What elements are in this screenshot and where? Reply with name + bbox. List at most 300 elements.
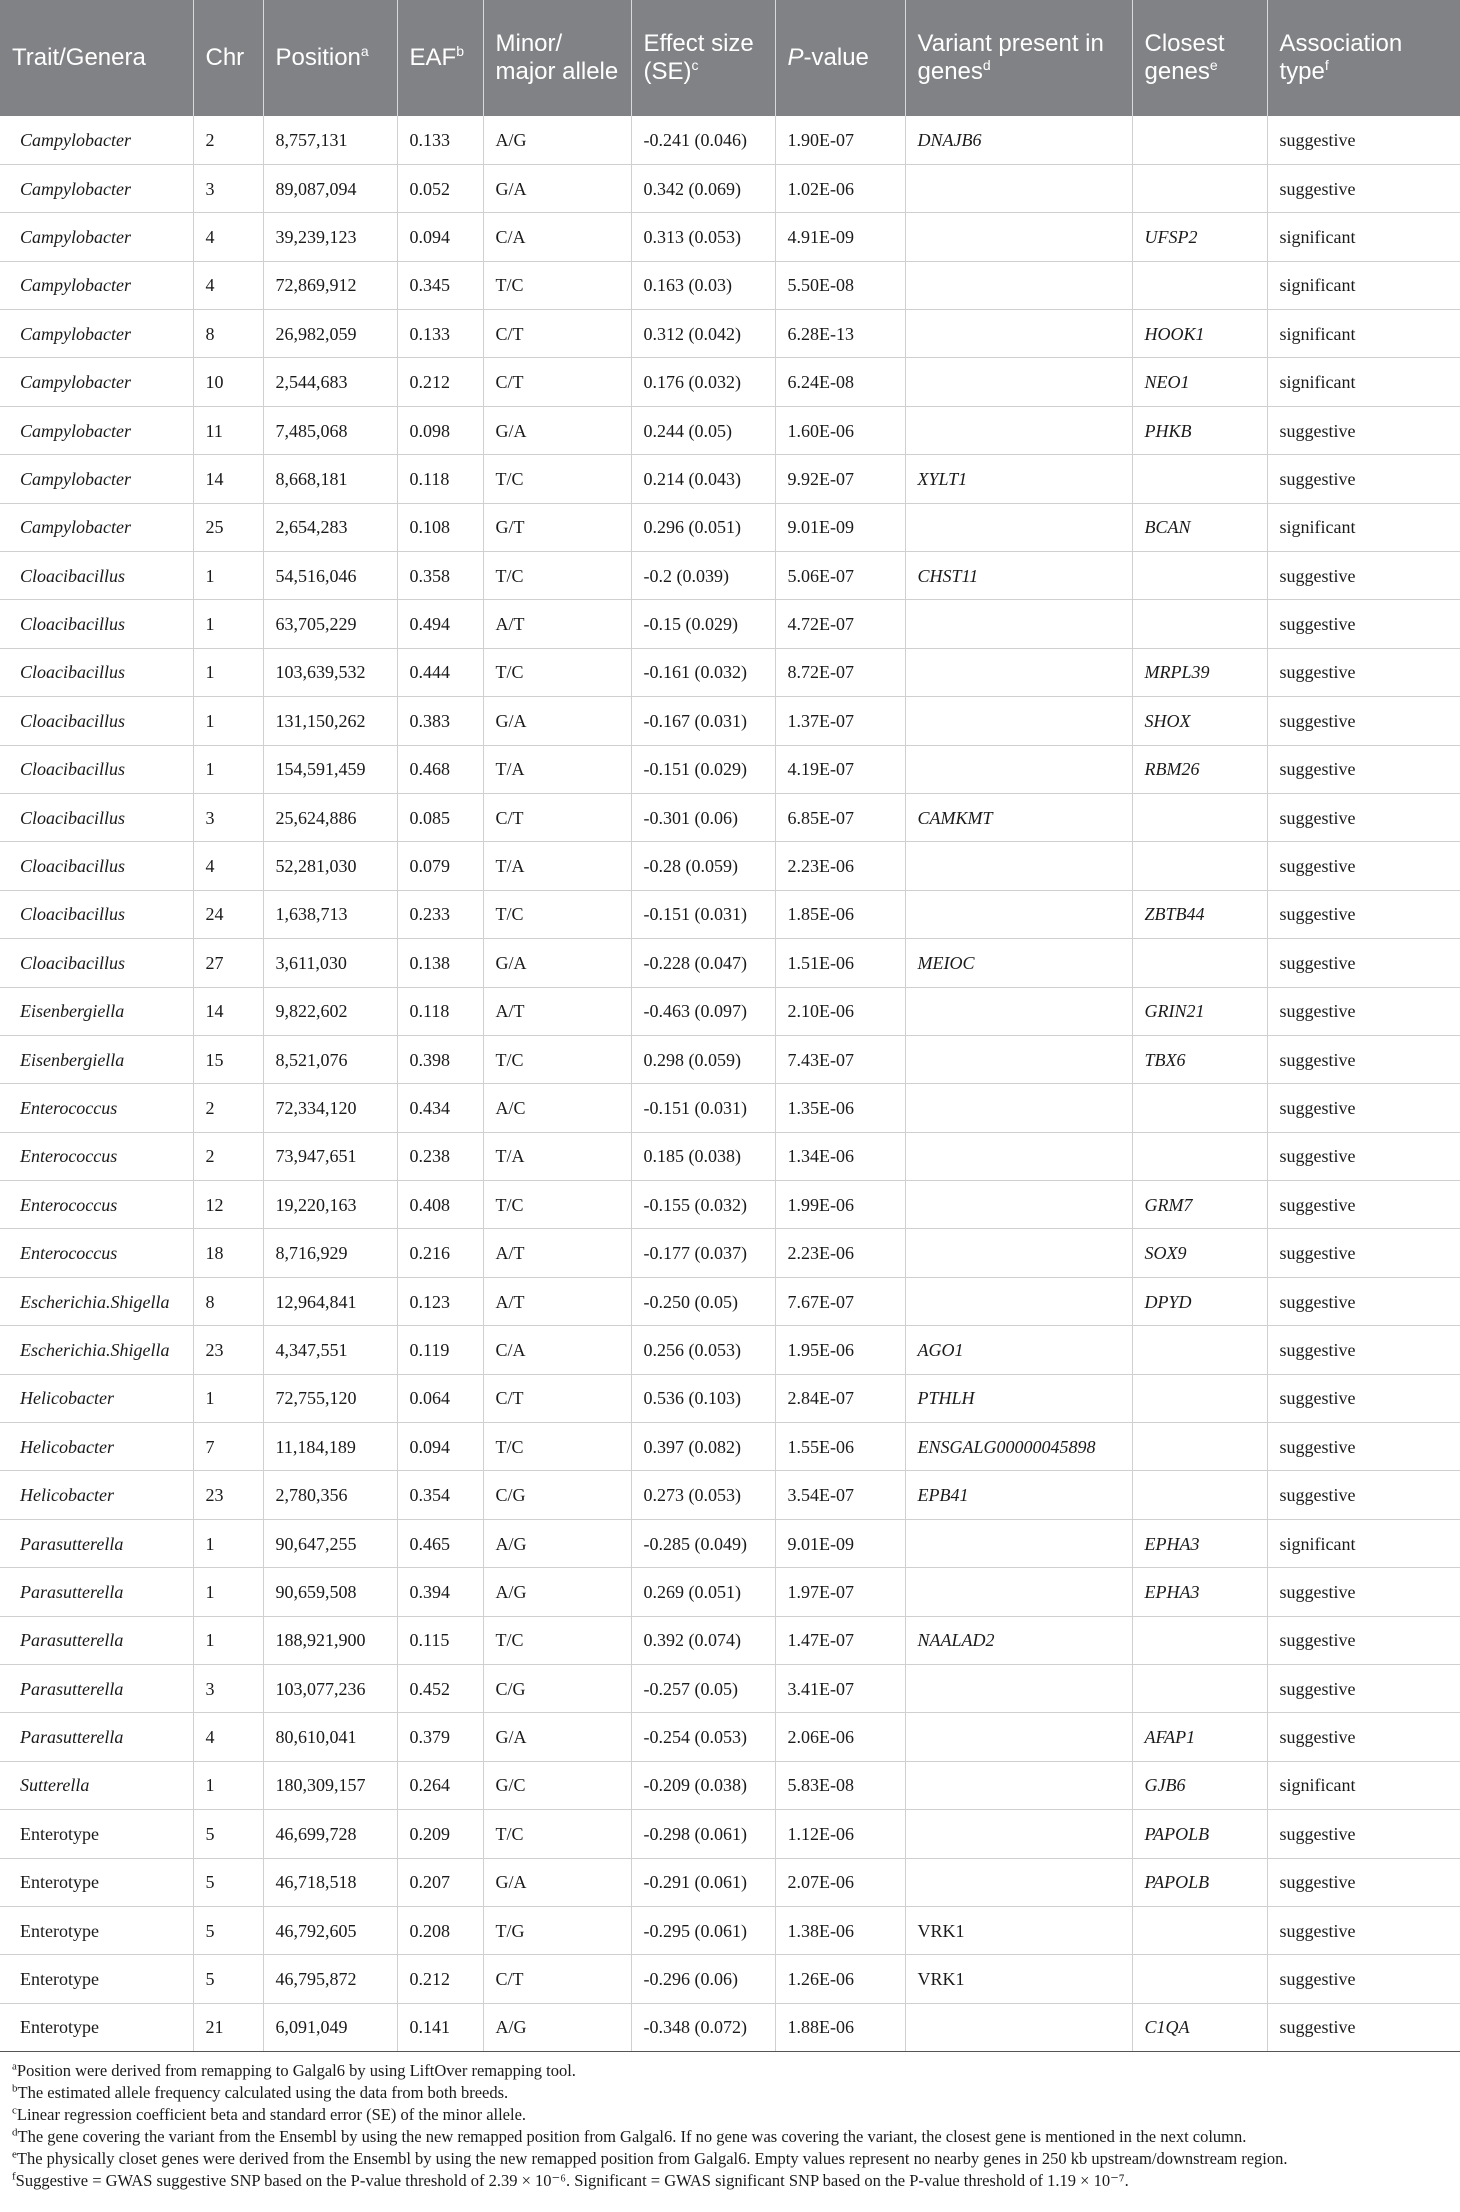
cell-closest <box>1132 600 1267 648</box>
table-row <box>0 890 1460 938</box>
cell-pvalue: 1.60E-06 <box>775 406 905 454</box>
cell-eaf: 0.118 <box>397 987 483 1035</box>
cell-allele: A/T <box>483 1229 631 1277</box>
cell-eaf: 0.115 <box>397 1616 483 1664</box>
cell-chr: 1 <box>193 1519 263 1567</box>
cell-chr: 5 <box>193 1810 263 1858</box>
cell-closest: GRIN21 <box>1132 987 1267 1035</box>
table-row <box>0 406 1460 454</box>
cell-assoc: suggestive <box>1267 455 1460 503</box>
cell-eaf: 0.468 <box>397 745 483 793</box>
cell-chr: 4 <box>193 213 263 261</box>
cell-eaf: 0.118 <box>397 455 483 503</box>
cell-pvalue: 1.95E-06 <box>775 1326 905 1374</box>
cell-position: 188,921,900 <box>263 1616 397 1664</box>
cell-closest: SHOX <box>1132 697 1267 745</box>
cell-variant: DNAJB6 <box>905 116 1132 164</box>
header-pvalue: P-value <box>775 0 905 116</box>
table-row <box>0 1084 1460 1132</box>
table-row <box>0 1326 1460 1374</box>
cell-pvalue: 1.90E-07 <box>775 116 905 164</box>
table-row <box>0 1761 1460 1809</box>
cell-variant <box>905 406 1132 454</box>
cell-closest <box>1132 261 1267 309</box>
cell-trait: Enterotype <box>0 1906 193 1954</box>
cell-eaf: 0.444 <box>397 648 483 696</box>
cell-variant <box>905 1035 1132 1083</box>
cell-allele: T/C <box>483 648 631 696</box>
header-row <box>0 0 1460 116</box>
footnote-mark: f <box>12 2170 16 2183</box>
cell-assoc: suggestive <box>1267 116 1460 164</box>
cell-trait: Campylobacter <box>0 213 193 261</box>
cell-allele: G/A <box>483 697 631 745</box>
cell-eaf: 0.108 <box>397 503 483 551</box>
table-row <box>0 455 1460 503</box>
cell-assoc: suggestive <box>1267 939 1460 987</box>
cell-variant <box>905 213 1132 261</box>
cell-closest <box>1132 1423 1267 1471</box>
cell-position: 2,544,683 <box>263 358 397 406</box>
cell-variant: CAMKMT <box>905 793 1132 841</box>
footnote-mark: d <box>12 2126 18 2139</box>
footnote-c <box>12 2104 1460 2126</box>
cell-assoc: suggestive <box>1267 1665 1460 1713</box>
cell-assoc: suggestive <box>1267 1471 1460 1519</box>
cell-trait: Campylobacter <box>0 406 193 454</box>
cell-assoc: suggestive <box>1267 406 1460 454</box>
cell-closest: AFAP1 <box>1132 1713 1267 1761</box>
cell-closest: C1QA <box>1132 2003 1267 2051</box>
cell-trait: Cloacibacillus <box>0 939 193 987</box>
cell-chr: 1 <box>193 1761 263 1809</box>
cell-assoc: suggestive <box>1267 793 1460 841</box>
cell-variant <box>905 1858 1132 1906</box>
table-row <box>0 1229 1460 1277</box>
cell-chr: 8 <box>193 310 263 358</box>
cell-allele: A/C <box>483 1084 631 1132</box>
cell-position: 46,792,605 <box>263 1906 397 1954</box>
cell-position: 72,869,912 <box>263 261 397 309</box>
cell-allele: A/T <box>483 600 631 648</box>
cell-pvalue: 2.06E-06 <box>775 1713 905 1761</box>
cell-variant: VRK1 <box>905 1955 1132 2003</box>
footnote-mark: c <box>12 2104 17 2117</box>
cell-effect: 0.176 (0.032) <box>631 358 775 406</box>
cell-pvalue: 4.72E-07 <box>775 600 905 648</box>
cell-effect: 0.298 (0.059) <box>631 1035 775 1083</box>
cell-variant: XYLT1 <box>905 455 1132 503</box>
cell-eaf: 0.141 <box>397 2003 483 2051</box>
cell-allele: T/A <box>483 842 631 890</box>
cell-assoc: significant <box>1267 1761 1460 1809</box>
cell-chr: 10 <box>193 358 263 406</box>
cell-chr: 15 <box>193 1035 263 1083</box>
cell-chr: 8 <box>193 1277 263 1325</box>
cell-position: 1,638,713 <box>263 890 397 938</box>
cell-effect: -0.209 (0.038) <box>631 1761 775 1809</box>
cell-pvalue: 9.92E-07 <box>775 455 905 503</box>
table-row <box>0 745 1460 793</box>
cell-chr: 14 <box>193 455 263 503</box>
cell-effect: -0.177 (0.037) <box>631 1229 775 1277</box>
cell-eaf: 0.383 <box>397 697 483 745</box>
cell-allele: C/A <box>483 213 631 261</box>
cell-trait: Parasutterella <box>0 1665 193 1713</box>
cell-chr: 1 <box>193 697 263 745</box>
cell-assoc: suggestive <box>1267 890 1460 938</box>
cell-assoc: significant <box>1267 310 1460 358</box>
cell-variant <box>905 1761 1132 1809</box>
cell-effect: 0.296 (0.051) <box>631 503 775 551</box>
cell-allele: T/C <box>483 1423 631 1471</box>
table-row <box>0 1906 1460 1954</box>
table-row <box>0 552 1460 600</box>
header-eaf: EAF$^b$ <box>397 0 483 116</box>
cell-closest <box>1132 1616 1267 1664</box>
cell-trait: Enterotype <box>0 2003 193 2051</box>
footnote-text: The physically closet genes were derived from the Ensembl by using the new remapped position from Galgal6. Empty values represent no nearby genes in 250 kb upstream/downstream region. <box>16 2149 1288 2169</box>
cell-chr: 3 <box>193 164 263 212</box>
cell-assoc: significant <box>1267 503 1460 551</box>
cell-eaf: 0.208 <box>397 1906 483 1954</box>
cell-assoc: suggestive <box>1267 842 1460 890</box>
cell-pvalue: 2.10E-06 <box>775 987 905 1035</box>
cell-allele: G/A <box>483 1713 631 1761</box>
table-row <box>0 1181 1460 1229</box>
cell-chr: 7 <box>193 1423 263 1471</box>
cell-trait: Cloacibacillus <box>0 745 193 793</box>
table-row <box>0 600 1460 648</box>
cell-eaf: 0.216 <box>397 1229 483 1277</box>
cell-trait: Campylobacter <box>0 310 193 358</box>
cell-effect: -0.161 (0.032) <box>631 648 775 696</box>
cell-trait: Cloacibacillus <box>0 600 193 648</box>
cell-chr: 1 <box>193 1568 263 1616</box>
cell-allele: T/C <box>483 1810 631 1858</box>
cell-assoc: suggestive <box>1267 1955 1460 2003</box>
cell-position: 80,610,041 <box>263 1713 397 1761</box>
cell-chr: 1 <box>193 552 263 600</box>
cell-trait: Helicobacter <box>0 1471 193 1519</box>
cell-eaf: 0.465 <box>397 1519 483 1567</box>
cell-pvalue: 1.12E-06 <box>775 1810 905 1858</box>
cell-eaf: 0.212 <box>397 1955 483 2003</box>
cell-trait: Parasutterella <box>0 1616 193 1664</box>
cell-allele: G/A <box>483 406 631 454</box>
cell-closest: EPHA3 <box>1132 1519 1267 1567</box>
cell-position: 46,795,872 <box>263 1955 397 2003</box>
table-footnotes <box>0 2052 1460 2192</box>
cell-pvalue: 1.88E-06 <box>775 2003 905 2051</box>
cell-position: 25,624,886 <box>263 793 397 841</box>
cell-pvalue: 1.85E-06 <box>775 890 905 938</box>
cell-pvalue: 5.50E-08 <box>775 261 905 309</box>
cell-allele: A/G <box>483 1568 631 1616</box>
cell-closest: BCAN <box>1132 503 1267 551</box>
cell-closest <box>1132 939 1267 987</box>
cell-effect: 0.397 (0.082) <box>631 1423 775 1471</box>
cell-allele: G/T <box>483 503 631 551</box>
cell-assoc: significant <box>1267 213 1460 261</box>
cell-eaf: 0.094 <box>397 213 483 261</box>
cell-position: 90,659,508 <box>263 1568 397 1616</box>
cell-allele: T/A <box>483 1132 631 1180</box>
cell-variant <box>905 1568 1132 1616</box>
cell-assoc: suggestive <box>1267 1229 1460 1277</box>
cell-pvalue: 1.02E-06 <box>775 164 905 212</box>
cell-position: 8,716,929 <box>263 1229 397 1277</box>
cell-effect: 0.256 (0.053) <box>631 1326 775 1374</box>
table-row <box>0 939 1460 987</box>
cell-chr: 3 <box>193 793 263 841</box>
cell-effect: 0.392 (0.074) <box>631 1616 775 1664</box>
cell-assoc: suggestive <box>1267 1277 1460 1325</box>
cell-position: 103,639,532 <box>263 648 397 696</box>
table-row <box>0 842 1460 890</box>
cell-closest <box>1132 1665 1267 1713</box>
cell-position: 180,309,157 <box>263 1761 397 1809</box>
cell-chr: 1 <box>193 648 263 696</box>
cell-allele: T/C <box>483 552 631 600</box>
cell-variant <box>905 1132 1132 1180</box>
cell-eaf: 0.452 <box>397 1665 483 1713</box>
cell-variant <box>905 1229 1132 1277</box>
cell-effect: -0.151 (0.031) <box>631 1084 775 1132</box>
cell-trait: Helicobacter <box>0 1374 193 1422</box>
cell-closest <box>1132 1906 1267 1954</box>
cell-trait: Parasutterella <box>0 1568 193 1616</box>
table-row <box>0 648 1460 696</box>
cell-effect: 0.269 (0.051) <box>631 1568 775 1616</box>
cell-allele: G/A <box>483 164 631 212</box>
cell-assoc: suggestive <box>1267 1858 1460 1906</box>
cell-assoc: suggestive <box>1267 1084 1460 1132</box>
table-row <box>0 1810 1460 1858</box>
cell-chr: 23 <box>193 1471 263 1519</box>
cell-allele: T/G <box>483 1906 631 1954</box>
cell-eaf: 0.398 <box>397 1035 483 1083</box>
cell-variant <box>905 358 1132 406</box>
cell-trait: Parasutterella <box>0 1713 193 1761</box>
cell-closest <box>1132 164 1267 212</box>
cell-pvalue: 5.06E-07 <box>775 552 905 600</box>
cell-pvalue: 1.34E-06 <box>775 1132 905 1180</box>
cell-closest <box>1132 552 1267 600</box>
cell-chr: 5 <box>193 1858 263 1906</box>
cell-pvalue: 6.24E-08 <box>775 358 905 406</box>
cell-position: 54,516,046 <box>263 552 397 600</box>
cell-pvalue: 1.51E-06 <box>775 939 905 987</box>
footnote-f <box>12 2170 1460 2192</box>
cell-closest <box>1132 1326 1267 1374</box>
cell-allele: C/T <box>483 358 631 406</box>
cell-closest <box>1132 1955 1267 2003</box>
cell-pvalue: 4.19E-07 <box>775 745 905 793</box>
cell-position: 8,757,131 <box>263 116 397 164</box>
cell-closest <box>1132 1471 1267 1519</box>
table-row <box>0 1423 1460 1471</box>
cell-trait: Campylobacter <box>0 116 193 164</box>
cell-variant <box>905 648 1132 696</box>
cell-closest: SOX9 <box>1132 1229 1267 1277</box>
table-row <box>0 1132 1460 1180</box>
table-row <box>0 1713 1460 1761</box>
cell-pvalue: 9.01E-09 <box>775 503 905 551</box>
cell-closest: GJB6 <box>1132 1761 1267 1809</box>
cell-variant <box>905 310 1132 358</box>
cell-position: 19,220,163 <box>263 1181 397 1229</box>
cell-eaf: 0.434 <box>397 1084 483 1132</box>
cell-variant <box>905 987 1132 1035</box>
cell-position: 46,699,728 <box>263 1810 397 1858</box>
table-row <box>0 1471 1460 1519</box>
cell-pvalue: 2.23E-06 <box>775 842 905 890</box>
table-row <box>0 358 1460 406</box>
cell-pvalue: 7.43E-07 <box>775 1035 905 1083</box>
cell-allele: T/C <box>483 1616 631 1664</box>
cell-assoc: significant <box>1267 261 1460 309</box>
cell-variant <box>905 1665 1132 1713</box>
cell-pvalue: 7.67E-07 <box>775 1277 905 1325</box>
table-row <box>0 261 1460 309</box>
cell-allele: G/C <box>483 1761 631 1809</box>
cell-assoc: suggestive <box>1267 745 1460 793</box>
cell-chr: 2 <box>193 1084 263 1132</box>
cell-allele: G/A <box>483 1858 631 1906</box>
cell-trait: Eisenbergiella <box>0 987 193 1035</box>
cell-closest <box>1132 455 1267 503</box>
cell-pvalue: 2.07E-06 <box>775 1858 905 1906</box>
table-row <box>0 697 1460 745</box>
cell-trait: Cloacibacillus <box>0 890 193 938</box>
cell-effect: 0.342 (0.069) <box>631 164 775 212</box>
cell-assoc: suggestive <box>1267 1374 1460 1422</box>
cell-effect: 0.273 (0.053) <box>631 1471 775 1519</box>
cell-variant: AGO1 <box>905 1326 1132 1374</box>
cell-variant <box>905 1181 1132 1229</box>
cell-pvalue: 2.84E-07 <box>775 1374 905 1422</box>
cell-eaf: 0.212 <box>397 358 483 406</box>
cell-assoc: significant <box>1267 358 1460 406</box>
cell-trait: Parasutterella <box>0 1519 193 1567</box>
cell-eaf: 0.354 <box>397 1471 483 1519</box>
footnote-text: Linear regression coefficient beta and standard error (SE) of the minor allele. <box>16 2105 527 2125</box>
cell-eaf: 0.233 <box>397 890 483 938</box>
table-row <box>0 1035 1460 1083</box>
cell-variant: MEIOC <box>905 939 1132 987</box>
header-variant: Variant present in genes$^d$ <box>905 0 1132 116</box>
cell-position: 90,647,255 <box>263 1519 397 1567</box>
cell-effect: -0.296 (0.06) <box>631 1955 775 2003</box>
cell-effect: -0.167 (0.031) <box>631 697 775 745</box>
cell-eaf: 0.079 <box>397 842 483 890</box>
table-row <box>0 164 1460 212</box>
cell-assoc: suggestive <box>1267 1616 1460 1664</box>
cell-assoc: suggestive <box>1267 600 1460 648</box>
cell-effect: 0.214 (0.043) <box>631 455 775 503</box>
cell-closest: UFSP2 <box>1132 213 1267 261</box>
table-row <box>0 793 1460 841</box>
cell-pvalue: 1.26E-06 <box>775 1955 905 2003</box>
cell-effect: -0.257 (0.05) <box>631 1665 775 1713</box>
cell-assoc: suggestive <box>1267 1810 1460 1858</box>
cell-eaf: 0.394 <box>397 1568 483 1616</box>
cell-position: 131,150,262 <box>263 697 397 745</box>
cell-eaf: 0.098 <box>397 406 483 454</box>
cell-eaf: 0.094 <box>397 1423 483 1471</box>
cell-effect: -0.228 (0.047) <box>631 939 775 987</box>
cell-effect: -0.28 (0.059) <box>631 842 775 890</box>
cell-chr: 4 <box>193 261 263 309</box>
cell-allele: A/T <box>483 987 631 1035</box>
header-assoc: Association type$^f$ <box>1267 0 1460 116</box>
table-row <box>0 1858 1460 1906</box>
cell-chr: 2 <box>193 1132 263 1180</box>
cell-position: 26,982,059 <box>263 310 397 358</box>
cell-effect: 0.312 (0.042) <box>631 310 775 358</box>
cell-variant: CHST11 <box>905 552 1132 600</box>
footnote-e <box>12 2148 1460 2170</box>
cell-position: 11,184,189 <box>263 1423 397 1471</box>
cell-assoc: suggestive <box>1267 1035 1460 1083</box>
cell-closest: GRM7 <box>1132 1181 1267 1229</box>
cell-variant: EPB41 <box>905 1471 1132 1519</box>
cell-eaf: 0.133 <box>397 116 483 164</box>
cell-eaf: 0.133 <box>397 310 483 358</box>
cell-trait: Escherichia.Shigella <box>0 1326 193 1374</box>
table-row <box>0 1277 1460 1325</box>
cell-chr: 14 <box>193 987 263 1035</box>
cell-position: 6,091,049 <box>263 2003 397 2051</box>
cell-trait: Cloacibacillus <box>0 552 193 600</box>
cell-pvalue: 6.28E-13 <box>775 310 905 358</box>
cell-closest <box>1132 793 1267 841</box>
cell-variant: PTHLH <box>905 1374 1132 1422</box>
cell-assoc: suggestive <box>1267 648 1460 696</box>
cell-closest: RBM26 <box>1132 745 1267 793</box>
cell-chr: 24 <box>193 890 263 938</box>
cell-position: 73,947,651 <box>263 1132 397 1180</box>
cell-position: 7,485,068 <box>263 406 397 454</box>
cell-closest: EPHA3 <box>1132 1568 1267 1616</box>
cell-effect: -0.151 (0.031) <box>631 890 775 938</box>
cell-assoc: suggestive <box>1267 1713 1460 1761</box>
cell-trait: Cloacibacillus <box>0 793 193 841</box>
cell-allele: A/G <box>483 2003 631 2051</box>
cell-effect: -0.301 (0.06) <box>631 793 775 841</box>
cell-variant <box>905 745 1132 793</box>
cell-chr: 2 <box>193 116 263 164</box>
cell-eaf: 0.494 <box>397 600 483 648</box>
cell-chr: 5 <box>193 1955 263 2003</box>
cell-allele: T/C <box>483 455 631 503</box>
cell-allele: T/A <box>483 745 631 793</box>
cell-allele: T/C <box>483 261 631 309</box>
cell-variant: VRK1 <box>905 1906 1132 1954</box>
footnote-mark: b <box>12 2082 18 2095</box>
cell-trait: Cloacibacillus <box>0 697 193 745</box>
cell-pvalue: 1.35E-06 <box>775 1084 905 1132</box>
cell-trait: Enterotype <box>0 1858 193 1906</box>
cell-effect: 0.536 (0.103) <box>631 1374 775 1422</box>
cell-closest <box>1132 116 1267 164</box>
table-row <box>0 503 1460 551</box>
cell-pvalue: 9.01E-09 <box>775 1519 905 1567</box>
cell-effect: -0.151 (0.029) <box>631 745 775 793</box>
cell-variant <box>905 1713 1132 1761</box>
cell-closest <box>1132 1132 1267 1180</box>
